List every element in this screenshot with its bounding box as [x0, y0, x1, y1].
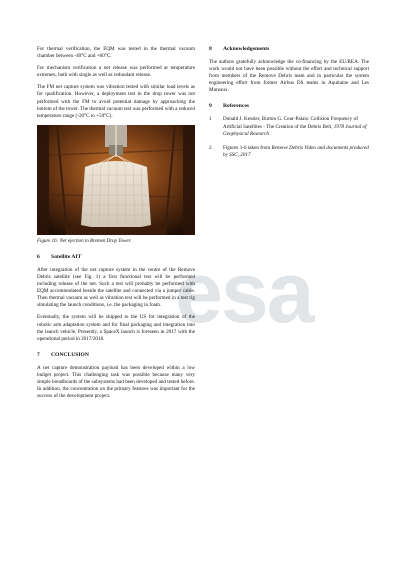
left-column — [37, 46, 195, 405]
paragraph: The FM net capture system was vibration tested with similar load levels as for qualification. However, a deployment test in the drop tower was not performed with the FM to avoid potential damage by approaching the bottom of the tower. The thermal vacuum test was performed with a reduced temperature range (-20°C to +50°C). — [37, 84, 195, 119]
section-heading-6: 6 Satellite AIT — [37, 253, 82, 260]
esa-watermark: esa — [175, 245, 313, 341]
paragraph: The authors gratefully acknowledge the co-financing by the EU/REA. The work would not have been possible without the effort and technical support from members of the Remove Debris team and in particular the system engineering effort from former Airbus DS teams in Aquitaine and Les Mureaux. — [209, 59, 369, 94]
paragraph: Eventually, the system will be shipped to the US for integration of the robotic arm adaptation system and for final packaging and integration into the launch vehicle. Presently, a SpaceX launch is foreseen in 2017 with the operational period in 2017/2018. — [37, 314, 195, 342]
reference-list — [209, 116, 369, 158]
reference-item: 1 Donald J. Kessler, Burton G. Cour-Palais: Collision Frequency of Artificial Satellites - The Creation of the Debris Belt, 1978 Journal of Geophysical Research — [209, 116, 367, 137]
right-column — [209, 46, 369, 166]
section-heading-9: 9 References — [209, 103, 249, 110]
drop-tower-photo — [37, 125, 195, 235]
section-heading-7: 7 CONCLUSION — [37, 351, 89, 358]
section-heading-8: 8 Acknowledgements — [209, 46, 270, 52]
paragraph: For thermal verification, the EQM was tested in the thermal vacuum chamber between -40°C and +60°C. — [37, 46, 195, 60]
figure-caption: Figure 16: Net ejection in Bremen Drop Tower. — [37, 238, 132, 244]
reference-item: 2 Figures 1-6 taken from Remove Debris Video and documents produced by SSC, 2017 — [209, 144, 369, 158]
paragraph: A net capture demonstration payload has been developed within a low budget project. This challenging task was possible because many very simple breadboards of the subsystems had been developed and tested before. In addition, the concentration on the primary features was important for the success of the development project. — [37, 364, 195, 400]
paragraph: After integration of the net capture system in the centre of the Remove Debris satellite (see Fig. 1) a first functional test will be performed including release of the net. Such a test will probably be performed with EQM accommodated beside the satellite and connected via a jumper cable. Then thermal vacuum as well as vibration test will be performed in a test rig simulating the launch conditions, i.e. the packaging in foam. — [37, 266, 195, 309]
paragraph: For mechanism verification a net release was performed at temperature extremes, both with single as well as redundant release. — [37, 65, 195, 79]
